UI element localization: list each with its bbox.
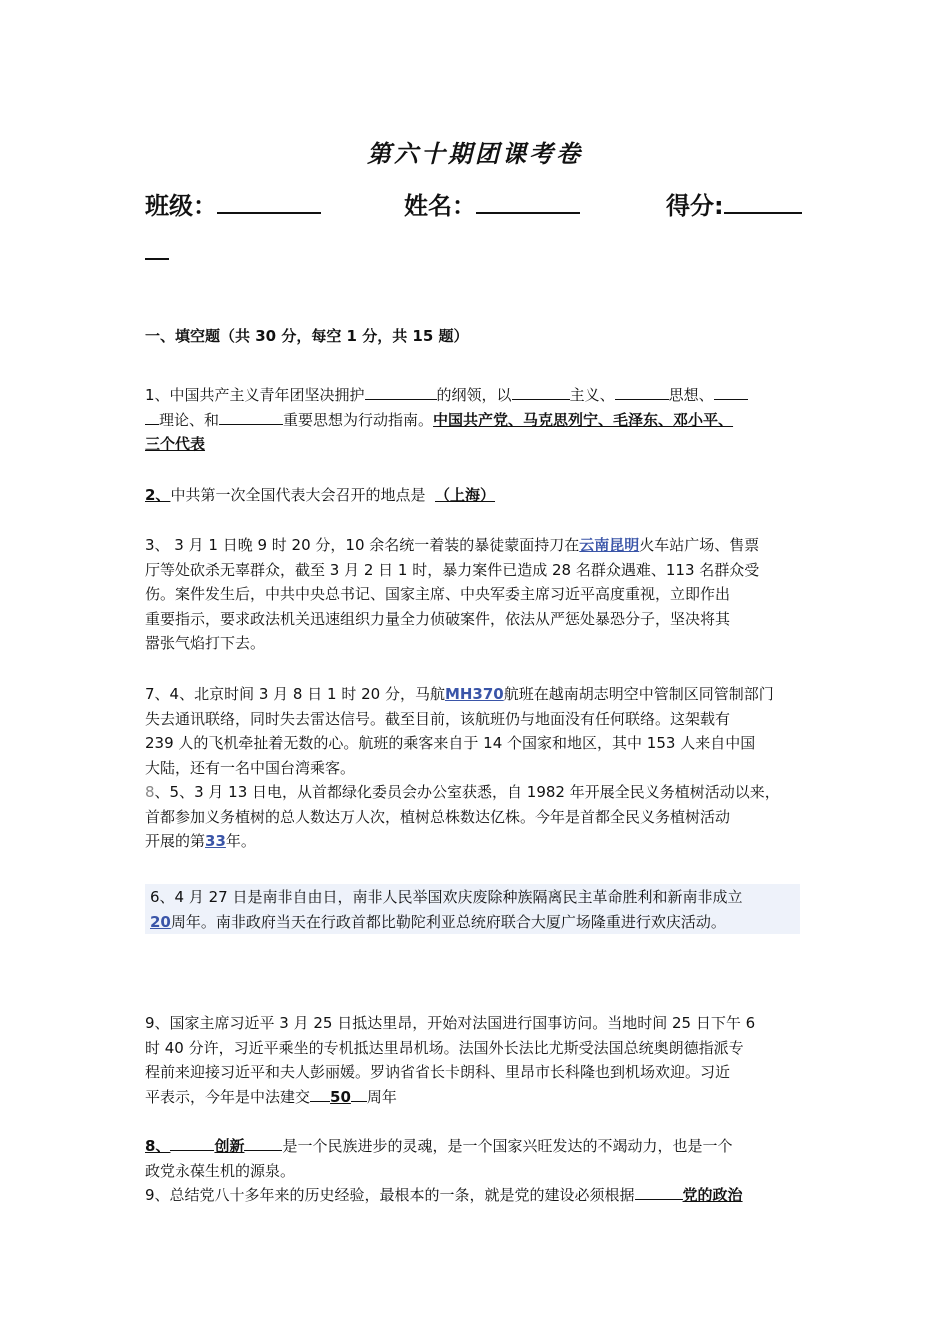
q1-answer-cont: 三个代表 (145, 435, 206, 453)
class-blank[interactable] (217, 190, 321, 214)
name-label: 姓名： (404, 192, 476, 220)
q6-answer: 20 (150, 912, 171, 931)
question-5: 8、5、3 月 13 日电，从首都绿化委员会办公室获悉，自 1982 年开展全民义务植树活动以来， 首都参加义务植树的总人数达万人次，植树总株数达亿株。今年是首都全民义务植树活动 开展的第33年。 (145, 783, 780, 850)
name-field (404, 186, 580, 221)
question-8: 8、 创新 是一个民族进步的灵魂，是一个国家兴旺发达的不竭动力，也是一个 政党永葆生机的源泉。 (145, 1134, 817, 1183)
link-yunnan-kunming[interactable]: 云南昆明 (579, 536, 640, 554)
section-heading: 一、填空题（共 30 分，每空 1 分，共 15 题） (145, 327, 469, 345)
q1-blank-5 (219, 408, 283, 425)
q1-blank-4 (714, 383, 748, 400)
q2-answer: （上海） (435, 486, 496, 504)
q1-blank-3 (615, 383, 669, 400)
score-field (666, 186, 802, 221)
q9b-answer: 党的政治 (682, 1186, 743, 1204)
link-mh370[interactable]: MH370 (444, 685, 504, 703)
question-4: 7、4、北京时间 3 月 8 日 1 时 20 分，马航MH370航班在越南胡志明空中管制区同管制部门 失去通讯联络，同时失去雷达信号。截至目前，该航班仍与地面没有任何联络。这架载有 239 人的飞机牵扯着无数的心。航班的乘客来自于 14 个国家和地区，其中 153 人来自中国 大陆，还有一名中国台湾乘客。 (145, 685, 774, 777)
question-9-visit: 9、国家主席习近平 3 月 25 日抵达里昂，开始对法国进行国事访问。当地时间 25 日下午 6 时 40 分许，习近平乘坐的专机抵达里昂机场。法国外长法比尤斯受法国总统奥朗德指派专 程前来迎接习近平和夫人彭丽媛。罗讷省省长卡朗科、里昂市长科隆也到机场欢迎。习近 平表示，今年是中法建交 50 周年 (145, 1014, 756, 1106)
q1-blank-2 (512, 383, 570, 400)
score-blank[interactable] (724, 190, 802, 214)
question-9-party: 9、总结党八十多年来的历史经验，最根本的一条，就是党的建设必须根据 党的政治 (145, 1183, 817, 1208)
class-label: 班级： (145, 192, 217, 220)
q1-answer: 中国共产党、马克思列宁、毛泽东、邓小平、 (433, 410, 734, 429)
class-field (145, 186, 321, 221)
q9a-answer: 50 (330, 1087, 351, 1106)
q1-blank-1 (365, 383, 437, 400)
question-3: 3、 3 月 1 日晚 9 时 20 分，10 余名统一着装的暴徒蒙面持刀在云南昆明火车站广场、售票 厅等处砍杀无辜群众，截至 3 月 2 日 1 时，暴力案件已造成 28 名群众遇难、113 名群众受 伤。案件发生后，中共中央总书记、国家主席、中央军委主席习近平高度重视，立即作出 重要指示，要求政法机关迅速组织力量全力侦破案件，依法从严惩处暴恐分子，坚决将其 嚣张气焰打下去。 (145, 536, 760, 652)
page-title: 第六十期团课考卷 (367, 139, 583, 168)
score-blank-continued (145, 258, 169, 260)
score-label: 得分: (666, 192, 724, 220)
q1-line-2: 理论、和 重要思想为行动指南。中国共产党、马克思列宁、毛泽东、邓小平、 (145, 408, 817, 433)
q1-line-1: 1、中国共产主义青年团坚决拥护 的纲领，以 主义、 思想、 (145, 383, 817, 408)
q1-line-3 (145, 432, 817, 457)
q5-answer: 33 (205, 832, 226, 850)
q8-answer: 创新 (214, 1137, 245, 1155)
question-6: 6、4 月 27 日是南非自由日，南非人民举国欢庆废除种族隔离民主革命胜利和新南非成立 20周年。南非政府当天在行政首都比勒陀利亚总统府联合大厦广场隆重进行欢庆活动。 (150, 888, 743, 931)
question-2: 2、中共第一次全国代表大会召开的地点是 （上海） (145, 486, 496, 504)
name-blank[interactable] (476, 190, 580, 214)
question-1 (145, 383, 817, 457)
